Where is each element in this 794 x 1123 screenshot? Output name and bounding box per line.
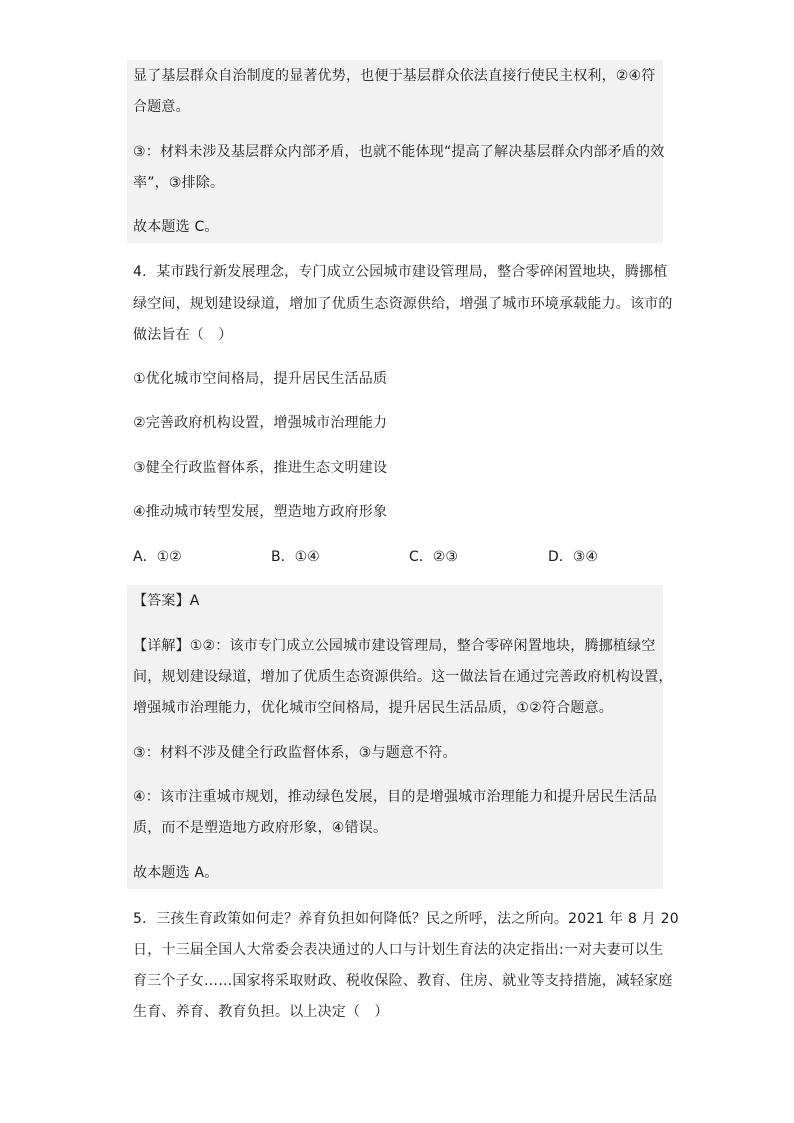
explanation-line: 故本题选 A。: [133, 865, 219, 881]
text-line: 率”，③排除。: [133, 175, 225, 191]
text-line: ③：材料未涉及基层群众内部矛盾，也就不能体现“提高了解决基层群众内部矛盾的效: [133, 144, 665, 160]
statement: ②完善政府机构设置，增强城市治理能力: [133, 415, 388, 431]
text-line: 合题意。: [133, 99, 190, 115]
text-line: 故本题选 C。: [133, 219, 219, 235]
question-stem: 4．某市践行新发展理念，专门成立公园城市建设管理局，整合零碎闲置地块，腾挪植: [133, 264, 668, 280]
statement: ④推动城市转型发展，塑造地方政府形象: [133, 504, 388, 520]
statement: ③健全行政监督体系，推进生态文明建设: [133, 460, 388, 476]
option-d: D．③④: [548, 549, 598, 565]
explanation-line: 【详解】①②：该市专门成立公园城市建设管理局，整合零碎闲置地块，腾挪植绿空: [133, 638, 656, 654]
question-stem: 做法旨在（ ）: [133, 327, 233, 343]
answer-label: 【答案】A: [133, 593, 200, 609]
question-stem: 5．三孩生育政策如何走？养育负担如何降低？民之所呼，法之所向。2021 年 8 月 20: [133, 911, 679, 927]
explanation-line: 质，而不是塑造地方政府形象，④错误。: [133, 820, 388, 836]
statement: ①优化城市空间格局，提升居民生活品质: [133, 371, 388, 387]
question-stem: 绿空间，规划建设绿道，增加了优质生态资源供给，增强了城市环境承载能力。该市的: [133, 296, 673, 312]
question-stem: 日，十三届全国人大常委会表决通过的人口与计划生育法的决定指出:一对夫妻可以生: [133, 942, 664, 958]
option-c: C．②③: [409, 549, 458, 565]
option-a: A．①②: [133, 549, 182, 565]
explanation-line: 增强城市治理能力，优化城市空间格局，提升居民生活品质，①②符合题意。: [133, 700, 613, 716]
explanation-line: ④：该市注重城市规划，推动绿色发展，目的是增强城市治理能力和提升居民生活品: [133, 789, 657, 805]
explanation-line: ③：材料不涉及健全行政监督体系，③与题意不符。: [133, 745, 457, 761]
question-stem: 育三个子女……国家将采取财政、税收保险、教育、住房、就业等支持措施，减轻家庭: [133, 973, 673, 989]
option-b: B．①④: [271, 549, 320, 565]
question-stem: 生育、养育、教育负担。以上决定（ ）: [133, 1004, 389, 1020]
answer-shade: [127, 585, 663, 889]
explanation-line: 间，规划建设绿道，增加了优质生态资源供给。这一做法旨在通过完善政府机构设置，: [133, 669, 673, 685]
text-line: 显了基层群众自治制度的显著优势，也便于基层群众依法直接行使民主权利，②④符: [133, 68, 656, 84]
